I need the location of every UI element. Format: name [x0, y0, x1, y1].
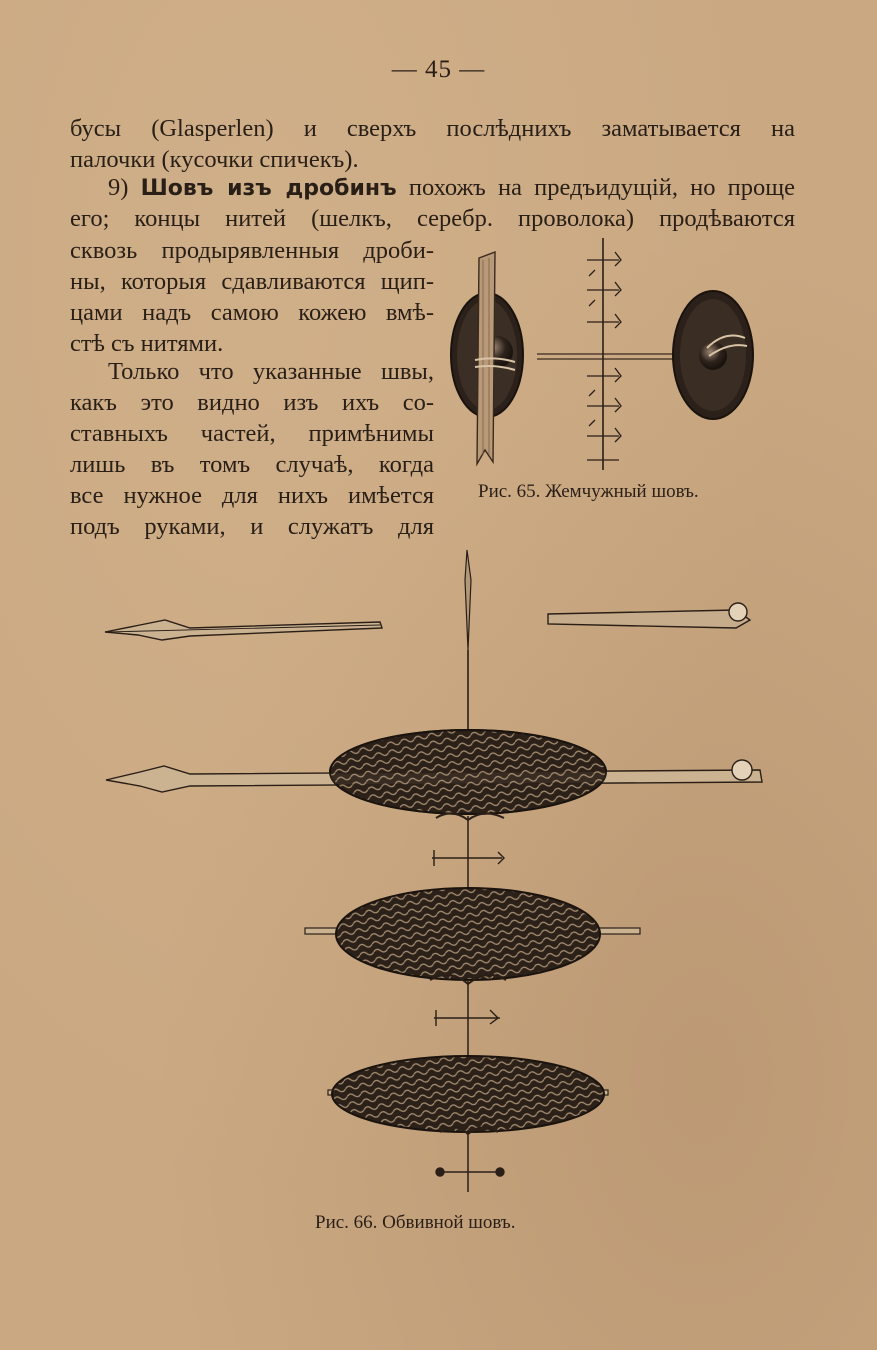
text-line-11: ставныхъ частей, примѣнимы — [70, 420, 434, 447]
figure-66-caption: Рис. 66. Обвивной шовъ. — [315, 1212, 516, 1233]
figure-65-caption: Рис. 65. Жемчужный шовъ. — [478, 481, 699, 502]
text-line-13: все нужное для нихъ имѣется — [70, 482, 434, 509]
text-line-1: бусы (Glasperlen) и сверхъ послѣднихъ заматывается на — [70, 115, 795, 142]
figure-66-whip-stitch-illustration — [100, 540, 780, 1210]
text-line-12: лишь въ томъ случаѣ, когда — [70, 451, 434, 478]
text-line-8: стѣ съ нитями. — [70, 330, 224, 357]
page-number: — 45 — — [391, 56, 486, 83]
text-line-3: похожъ на предъидущій, но проще — [408, 174, 796, 201]
text-line-7: цами надъ самою кожею вмѣ- — [70, 299, 434, 326]
item-number: 9) — [108, 174, 129, 201]
text-line-6: ны, которыя сдавливаются щип- — [70, 268, 434, 295]
text-line-4: его; концы нитей (шелкъ, серебр. проволока) продѣваются — [70, 205, 795, 232]
paragraph-9-first-line — [70, 172, 795, 204]
text-line-5: сквозь продырявленныя дроби- — [70, 237, 434, 264]
figure-65-pearl-stitch-illustration — [445, 230, 775, 480]
text-line-9: Только что указанные швы, — [108, 358, 434, 385]
text-line-10: какъ это видно изъ ихъ со- — [70, 389, 434, 416]
text-line-2: палочки (кусочки спичекъ). — [70, 146, 359, 173]
item-title: Шовъ изъ дробинъ — [140, 176, 397, 201]
text-line-14: подъ руками, и служатъ для — [70, 513, 434, 540]
